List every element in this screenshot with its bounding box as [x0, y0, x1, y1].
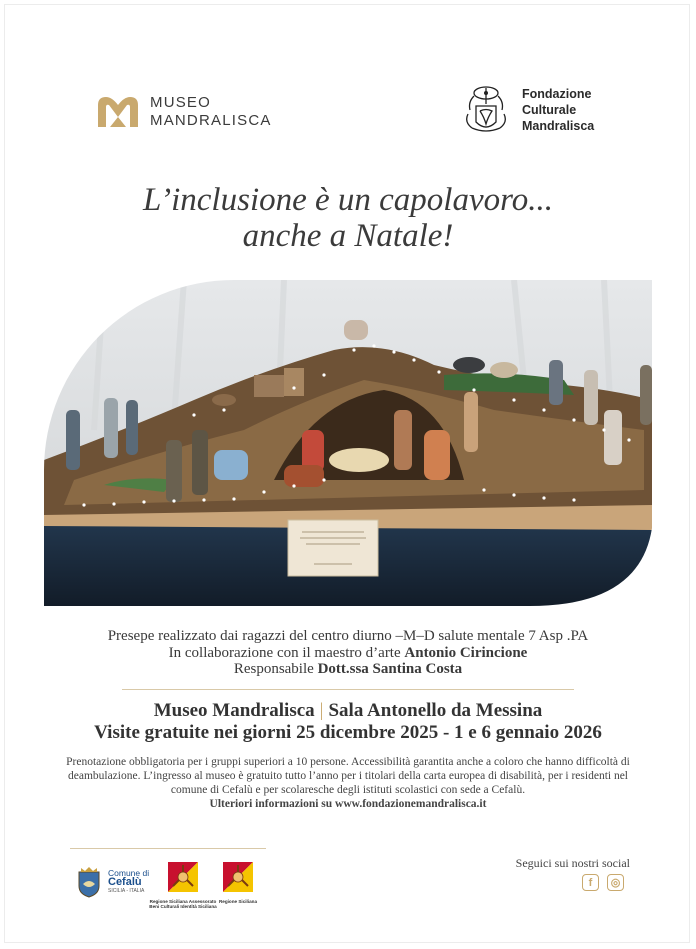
fondazione-line3: Mandralisca — [522, 119, 595, 133]
regione-siciliana-logo — [203, 862, 273, 904]
photo-corner-mask — [530, 528, 654, 608]
poster-title-line1: L’inclusione è un capolavoro... — [143, 182, 553, 218]
museo-logo-line2: MANDRALISCA — [150, 112, 272, 129]
responsible-name: Dott.ssa Santina Costa — [317, 661, 463, 677]
fondazione-line2: Culturale — [522, 103, 577, 117]
venue-room: Sala Antonello da Messina — [328, 700, 543, 721]
divider-rule — [122, 689, 574, 690]
credits-line3-prefix: Responsabile — [233, 661, 318, 677]
museo-logo-line1: MUSEO — [150, 94, 212, 111]
venue-museum: Museo Mandralisca — [153, 700, 315, 721]
poster-title-line2: anche a Natale! — [242, 218, 454, 254]
comune-cefalu-logo — [76, 866, 149, 898]
artist-name: Antonio Cirincione — [404, 644, 528, 661]
credits-line3 — [0, 661, 696, 678]
comune-line3: SICILIA - ITALIA — [108, 887, 145, 894]
footer-rule — [70, 848, 266, 849]
fondazione-logo — [460, 84, 594, 136]
regione2-label: Regione Siciliana — [218, 899, 258, 904]
museo-mandralisca-logo — [96, 94, 272, 130]
social-icons — [582, 874, 624, 891]
regione1-label: Regione Siciliana Assessorato Beni Culturali Identità Siciliana — [149, 899, 217, 910]
info-block — [66, 755, 630, 811]
comune-line1: Comune di — [108, 867, 150, 878]
comune-line2: Cefalù — [108, 875, 142, 888]
credits-block — [0, 628, 696, 678]
more-info-link[interactable]: Ulteriori informazioni su www.fondazionemandralisca.it — [209, 798, 487, 810]
credits-line1: Presepe realizzato dai ragazzi del centro diurno –M–D salute mentale 7 Asp .PA — [107, 628, 589, 644]
visit-dates: Visite gratuite nei giorni 25 dicembre 2025 - 1 e 6 gennaio 2026 — [94, 722, 602, 743]
social-label: Seguici sui nostri social — [515, 856, 630, 870]
museo-mark-icon — [96, 95, 140, 129]
credits-line2-prefix: In collaborazione con il maestro d’arte — [168, 644, 405, 661]
instagram-icon[interactable]: ◎ — [607, 874, 624, 891]
info-text: Prenotazione obbligatoria per i gruppi superiori a 10 persone. Accessibilità garantita anche a coloro che hanno difficoltà di deambulazione. L’ingresso al museo è gratuito tutto l’anno per i titolari della carta europea di disabilità, per i residenti nel comune di Cefalù e per scolaresche degli istituti scolastici con sede a Cefalù. — [66, 756, 630, 796]
credits-line2 — [0, 645, 696, 662]
venue-line — [0, 700, 696, 722]
fondazione-crest-icon — [460, 84, 512, 136]
trinacria-icon — [168, 862, 198, 892]
facebook-icon[interactable]: f — [582, 874, 599, 891]
fondazione-line1: Fondazione — [522, 87, 592, 101]
cefalu-crest-icon — [76, 866, 102, 898]
venue-separator: | — [319, 700, 324, 721]
trinacria-icon — [223, 862, 253, 892]
